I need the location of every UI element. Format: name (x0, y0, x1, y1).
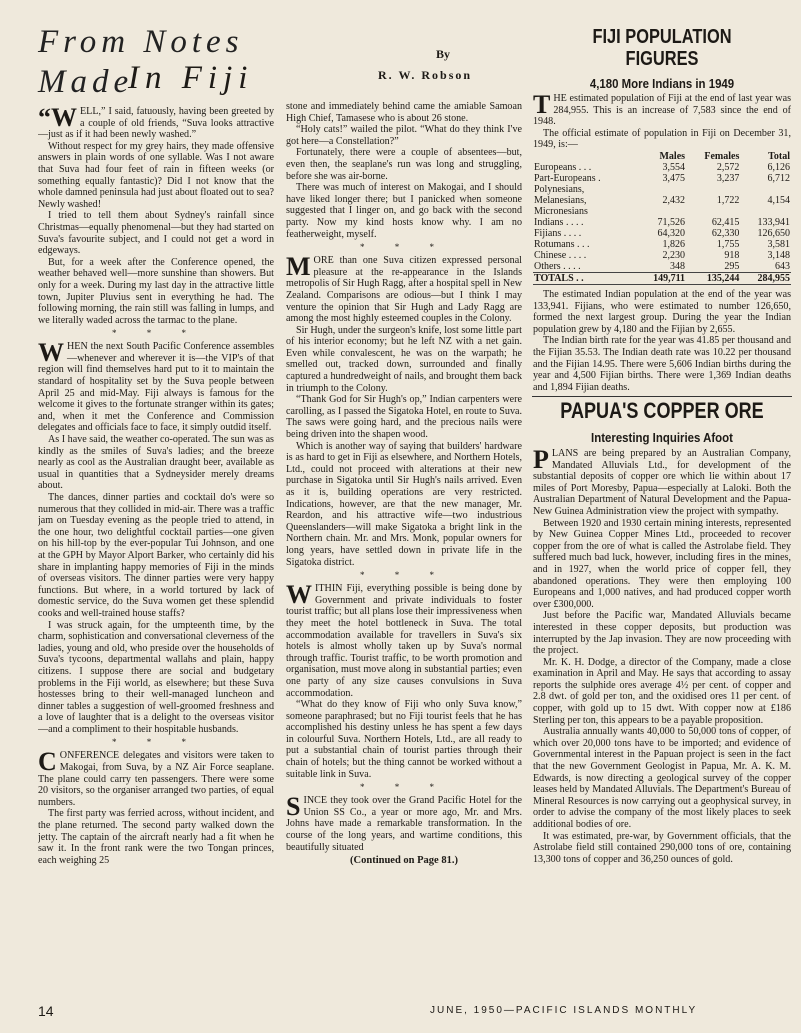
drop-cap: W (286, 580, 312, 610)
row-value: 348 (670, 260, 686, 272)
row-value: 133,941 (757, 216, 790, 228)
papua-subheading: Interesting Inquiries Afoot (591, 430, 733, 445)
article-paragraph: “Holy cats!” wailed the pilot. “What do they think I've got here—a Constellation?” (286, 124, 522, 147)
population-row (533, 228, 791, 239)
paragraph: The estimated Indian population at the end of the year was 133,941. Fijians, who were estimated to number 126,650, formed the next largest group. During the year the Indian population grew by 4,180 and the Fijian by 2,655. (533, 288, 791, 335)
population-row (533, 250, 791, 261)
article-paragraph: Fortunately, there were a couple of absentees—but, even then, the seaplane's run was long and struggling, before she was air-borne. (286, 147, 522, 182)
article-column-1 (38, 106, 274, 996)
article-paragraph: WHEN the next South Pacific Conference assembles—whenever and wherever it is—the VIP's of that region will find themselves hard put to it to maintain the standard of hospitality set by the Suva people between April 25 and mid-May. Fiji always is famous for the welcome it gives to the fortunate stranger within its gates; and, when it met the Conference and Commission delegates and officials face to face, it simply outdid itself. (38, 338, 274, 434)
population-table (533, 151, 791, 285)
row-label: Others . . . . (534, 260, 581, 272)
article-paragraph: “What do they know of Fiji who only Suva know,” someone paraphrased; but no Fiji tourist feels that he has accomplished his destiny unless he has spent a few days in colourful Suva. Northern Hotels, Ltd., are all ready to put a substantial chain of tourist parties through their chain of hotels; but the thing cannot be worked without a suitable link in Suva. (286, 699, 522, 780)
article-title-line2: In Fiji (128, 60, 254, 96)
fiji-paragraphs (533, 289, 791, 393)
page-number: 14 (38, 1003, 54, 1019)
row-value: 643 (775, 260, 790, 272)
papua-section (533, 400, 791, 1000)
magazine-footer: JUNE, 1950—PACIFIC ISLANDS MONTHLY (430, 1005, 698, 1016)
section-separator: * * * (112, 328, 200, 339)
article-paragraph: “Thank God for Sir Hugh's op,” Indian carpenters were carolling, as I passed the Sigatoka Hotel, en route to Suva. The saws were going hard, and the precious nails were being driven into the shapen wood. (286, 394, 522, 441)
byline-author: R. W. Robson (378, 68, 473, 82)
article-paragraph: There was much of interest on Makogai, and I should have liked longer there; but I panicked when someone suggested that I linger on, and go back with the second party. Now my kind hosts know why. I am no featherweight, myself. (286, 182, 522, 240)
continued-note: (Continued on Page 81.) (350, 855, 458, 867)
row-value: 6,712 (767, 172, 790, 184)
row-label: Chinese . . . . (534, 249, 587, 261)
row-value: 126,650 (757, 227, 790, 239)
row-value: 295 (724, 260, 740, 272)
article-paragraph: SINCE they took over the Grand Pacific Hotel for the Union SS Co., a year or more ago, Mr. and Mrs. Johns have made a remarkable transformation. In the course of the long years, and wartime conditions, this beautifully situated (286, 792, 522, 853)
article-column-2 (286, 101, 522, 996)
article-paragraph: CONFERENCE delegates and visitors were taken to Makogai, from Suva, by a NZ Air Force seaplane. The plane could carry ten passengers. There were some 20 visitors, so the organiser arranged two parties, of equal numbers. (38, 747, 274, 808)
drop-cap: M (286, 252, 311, 282)
article-paragraph: Sir Hugh, under the surgeon's knife, lost some little part of his interior economy; but he left NZ with a net gain. Even while convalescent, he was on the warpath; he smelled out, tracked down, surrounded and finally captured a hundredweight of nails, and brought them back in triumph to the Colony. (286, 324, 522, 394)
row-value: 6,126 (767, 161, 790, 173)
papua-paragraphs (533, 518, 791, 866)
paragraph: The Indian birth rate for the year was 41.85 per thousand and the Fijian 35.53. The Indian death rate was 10.22 per thousand and the Fijian 14.95. There were 5,606 Indian births during the year and 4,500 Fijian births. There were 1,369 Indian deaths and 1,894 Fijian deaths. (533, 335, 791, 393)
population-total-row (533, 272, 791, 284)
population-row (533, 217, 791, 228)
fiji-official-text: The official estimate of population in Fiji on December 31, 1949, is:— (533, 127, 791, 151)
article-paragraph: stone and immediately behind came the amiable Samoan High Chief, Tamasese who is about 26 stone. (286, 101, 522, 124)
drop-cap: W (38, 338, 64, 368)
drop-cap: C (38, 747, 57, 777)
row-label: Europeans . . . (534, 161, 592, 173)
article-title-line1: From Notes Made (38, 24, 244, 100)
article-paragraph: WITHIN Fiji, everything possible is being done by Government and private individuals to foster tourist traffic; but all plans lose their impressiveness when they meet the hotel bottleneck in Suva. The total accommodation available for travellers in Suva's six hotels is almost wholly taken up by Suva's normal through traffic. Tourist traffic, to be worth promotion and organisation, must move along in substantial parties; even one party of any size causes convulsions in Suva accommodation. (286, 580, 522, 699)
papua-intro: PLANS are being prepared by an Australian Company, Mandated Alluvials Ltd., for development of the substantial deposits of copper ore which lie within about 17 miles of Port Moresby, Papua—especially at Laloki. Both the Australian Department of Natural Development and the Papua-New Guinea Administration view the project with sympathy. (533, 445, 791, 517)
fiji-heading: FIJI POPULATION FIGURES (592, 26, 732, 70)
article-paragraph: The dances, dinner parties and cocktail do's were so numerous that they collided in mid-air. There was a traffic jam on Tuesday evening as the people tried to attend, in the one hour, two delightful cocktail parties—one given on his hill-top by the ever-popular Tui Johnson, and one at the GPH by Mayor Alport Barker, who certainly did his share in implanting happy memories of Fiji in the minds of overseas visitors. The dinner parties were very happy functions. But where, in a world tortured by lack of domestic service, do the Suva women get these splendid cooks and well-trained house staffs? (38, 492, 274, 619)
row-value: 3,554 (662, 161, 686, 173)
row-label: Polynesians, Melanesians, Micronesians (534, 183, 588, 217)
row-label: Rotumans . . . (534, 238, 590, 250)
row-value: 1,722 (716, 194, 740, 206)
row-value: 62,415 (711, 216, 740, 228)
article-paragraph: As I have said, the weather co-operated. The sun was as kindly as the smiles of Suva's ladies; and the breeze nearly as cool as the Australian draught beer, available as usual in quantities that a Sydneysider merely dreams about. (38, 434, 274, 492)
papua-heading: PAPUA'S COPPER ORE (560, 400, 764, 423)
article-paragraph: Without respect for my grey hairs, they made offensive answers in plain words of one syllable. Was I not aware that Suva had four feet of rain in fifteen weeks (or something equally fantastic)? Did I not know that the whole damned peninsula had just about floated out to sea? Newly washed! (38, 140, 274, 210)
drop-cap: “W (38, 106, 77, 132)
paragraph: Mr. K. H. Dodge, a director of the Company, made a close examination in April and May. He says that according to assay reports the sulphide ores average 4½ per cent. of copper and 2.8 dwt. of gold per ton, and the oxidised ores 11 per cent. of copper, with gold up to 15 dwt. With copper now at £186 Sterling per ton, this appears to be a payable proposition. (533, 656, 791, 726)
article-paragraph: Which is another way of saying that builders' hardware is as hard to get in Fiji as elsewhere, and Northern Hotels, Ltd., could not proceed with alterations at their new purchase in Sigatoka until Sir Hugh's nails arrived. Even as it is, building operations are very restricted. Indications, however, are that the new manager, Mr. Reardon, and his attractive wife—two industrious Queenslanders—will make Sigatoka a bright link in the Northern chain. Mr. and Mrs. Monk, popular owners for long years, have settled down in private life in the Sigatoka district. (286, 440, 522, 568)
article-paragraph: “WELL,” I said, fatuously, having been greeted by a couple of old friends, “Suva looks attractive—just as if it had been newly washed.” (38, 106, 274, 141)
paragraph: Australia annually wants 40,000 to 50,000 tons of copper, of which over 20,000 tons have to be imported; and evidence of Governmental interest in the Papuan project is seen in the fact that the new Government Geologist in Papua, Mr. A. K. M. Edwards, is now directing a geological survey of the copper leases held by Mandated Alluvials. The Department's Bureau of Mineral Resources is now carrying out a geophysical survey, in order to advise the company of the most likely places to seek additional bodies of ore. (533, 726, 791, 830)
byline-by: By (436, 47, 451, 61)
population-row (533, 162, 791, 173)
row-value: 2,432 (662, 194, 686, 206)
drop-cap: S (286, 792, 301, 822)
total-value: 149,711 (636, 272, 686, 284)
row-value: 64,320 (657, 227, 686, 239)
row-value: 2,572 (716, 161, 740, 173)
section-separator: * * * (360, 570, 448, 581)
row-value: 1,755 (716, 238, 740, 250)
population-row (533, 184, 791, 217)
row-label: Fijians . . . . (534, 227, 582, 239)
fiji-intro: THE estimated population of Fiji at the end of last year was 284,955. This is an increase of 7,583 since the end of 1948. (533, 90, 791, 128)
population-row (533, 173, 791, 184)
population-row (533, 239, 791, 250)
row-label: Indians . . . . (534, 216, 584, 228)
row-value: 3,148 (767, 249, 790, 261)
paragraph: Just before the Pacific war, Mandated Alluvials became interested in these copper deposits, but production was interrupted by the Jap invasion. They are now proceeding with the project. (533, 610, 791, 657)
row-value: 62,330 (711, 227, 740, 239)
row-value: 918 (724, 249, 740, 261)
article-paragraph: I tried to tell them about Sydney's rainfall since Christmas—equally phenomenal—but they had started on Suva's favourite subject, and I could not get a word in edgeways. (38, 210, 274, 257)
header-males: Males (659, 150, 686, 162)
population-table-header (533, 151, 791, 162)
row-value: 3,475 (662, 172, 686, 184)
header-females: Females (704, 150, 740, 162)
section-separator: * * * (360, 242, 448, 253)
row-value: 4,154 (767, 194, 790, 206)
section-separator: * * * (360, 782, 448, 793)
article-paragraph: But, for a week after the Conference opened, the weather behaved well—more sunshine than showers. But only for a week. During my last day in the attractive little town, Jupiter Pluvius sent in everything he had. The following morning, the rain still was falling in lumps, and we literally waded across the tarmac to the plane. (38, 256, 274, 326)
section-separator: * * * (112, 737, 200, 748)
paragraph: It was estimated, pre-war, by Government officials, that the Astrolabe field still contained 290,000 tons of ore, containing 13,300 tons of copper and 36,250 ounces of gold. (533, 830, 791, 865)
total-value: 284,955 (740, 272, 791, 284)
header-total: Total (768, 150, 790, 162)
papua-dropcap: P (533, 445, 549, 474)
fiji-subheading: 4,180 More Indians in 1949 (589, 76, 735, 91)
row-value: 3,237 (716, 172, 740, 184)
row-value: 1,826 (662, 238, 686, 250)
total-value: 135,244 (686, 272, 740, 284)
row-value: 71,526 (657, 216, 686, 228)
total-label: TOTALS . . (533, 272, 636, 284)
fiji-dropcap: T (533, 90, 551, 119)
fiji-section (533, 26, 791, 396)
section-divider (532, 396, 792, 397)
article-paragraph: MORE than one Suva citizen expressed personal pleasure at the re-appearance in the Islands metropolis of Sir Hugh Ragg, after a hospital spell in New Zealand. Comparisons are odious—but I think I may venture the opinion that Sir Hugh and Lady Ragg are among the most highly esteemed couples in the Colony. (286, 252, 522, 325)
article-paragraph: The first party was ferried across, without incident, and the plane returned. The second party walked down the jetty. The captain of the aircraft nearly had a fit when he saw it. In the front rank were the two Tongan princes, each weighing 25 (38, 808, 274, 866)
article-paragraph: I was struck again, for the umpteenth time, by the charm, sophistication and conversational cleverness of the ladies, young and old, who preside over the households of Suva's tycoons, departmental wallahs and plain, happy citizens. I suppose there are social and budgetary problems in the Fiji world, as elsewhere; but these Suva hostesses bring to their well-managed luncheon and dinner tables a suggestion of well-groomed freshness and a love of laughter that is a delight to the overseas visitor—and a compliment to their hospitable husbands. (38, 619, 274, 735)
row-value: 3,581 (767, 238, 790, 250)
paragraph: Between 1920 and 1930 certain mining interests, represented by New Guinea Copper Mines Ltd., proceeded to recover copper from the ore of what is called the Astrolabe field. They suffered much bad luck, however, including fires in the mines, and in 1927, when the world price of copper fell, they abandoned operations. They were then employing 100 Europeans and 1,000 natives, and had produced copper worth over £300,000. (533, 517, 791, 610)
row-value: 2,230 (662, 249, 686, 261)
row-label: Part-Europeans . (534, 172, 601, 184)
population-row (533, 261, 791, 273)
